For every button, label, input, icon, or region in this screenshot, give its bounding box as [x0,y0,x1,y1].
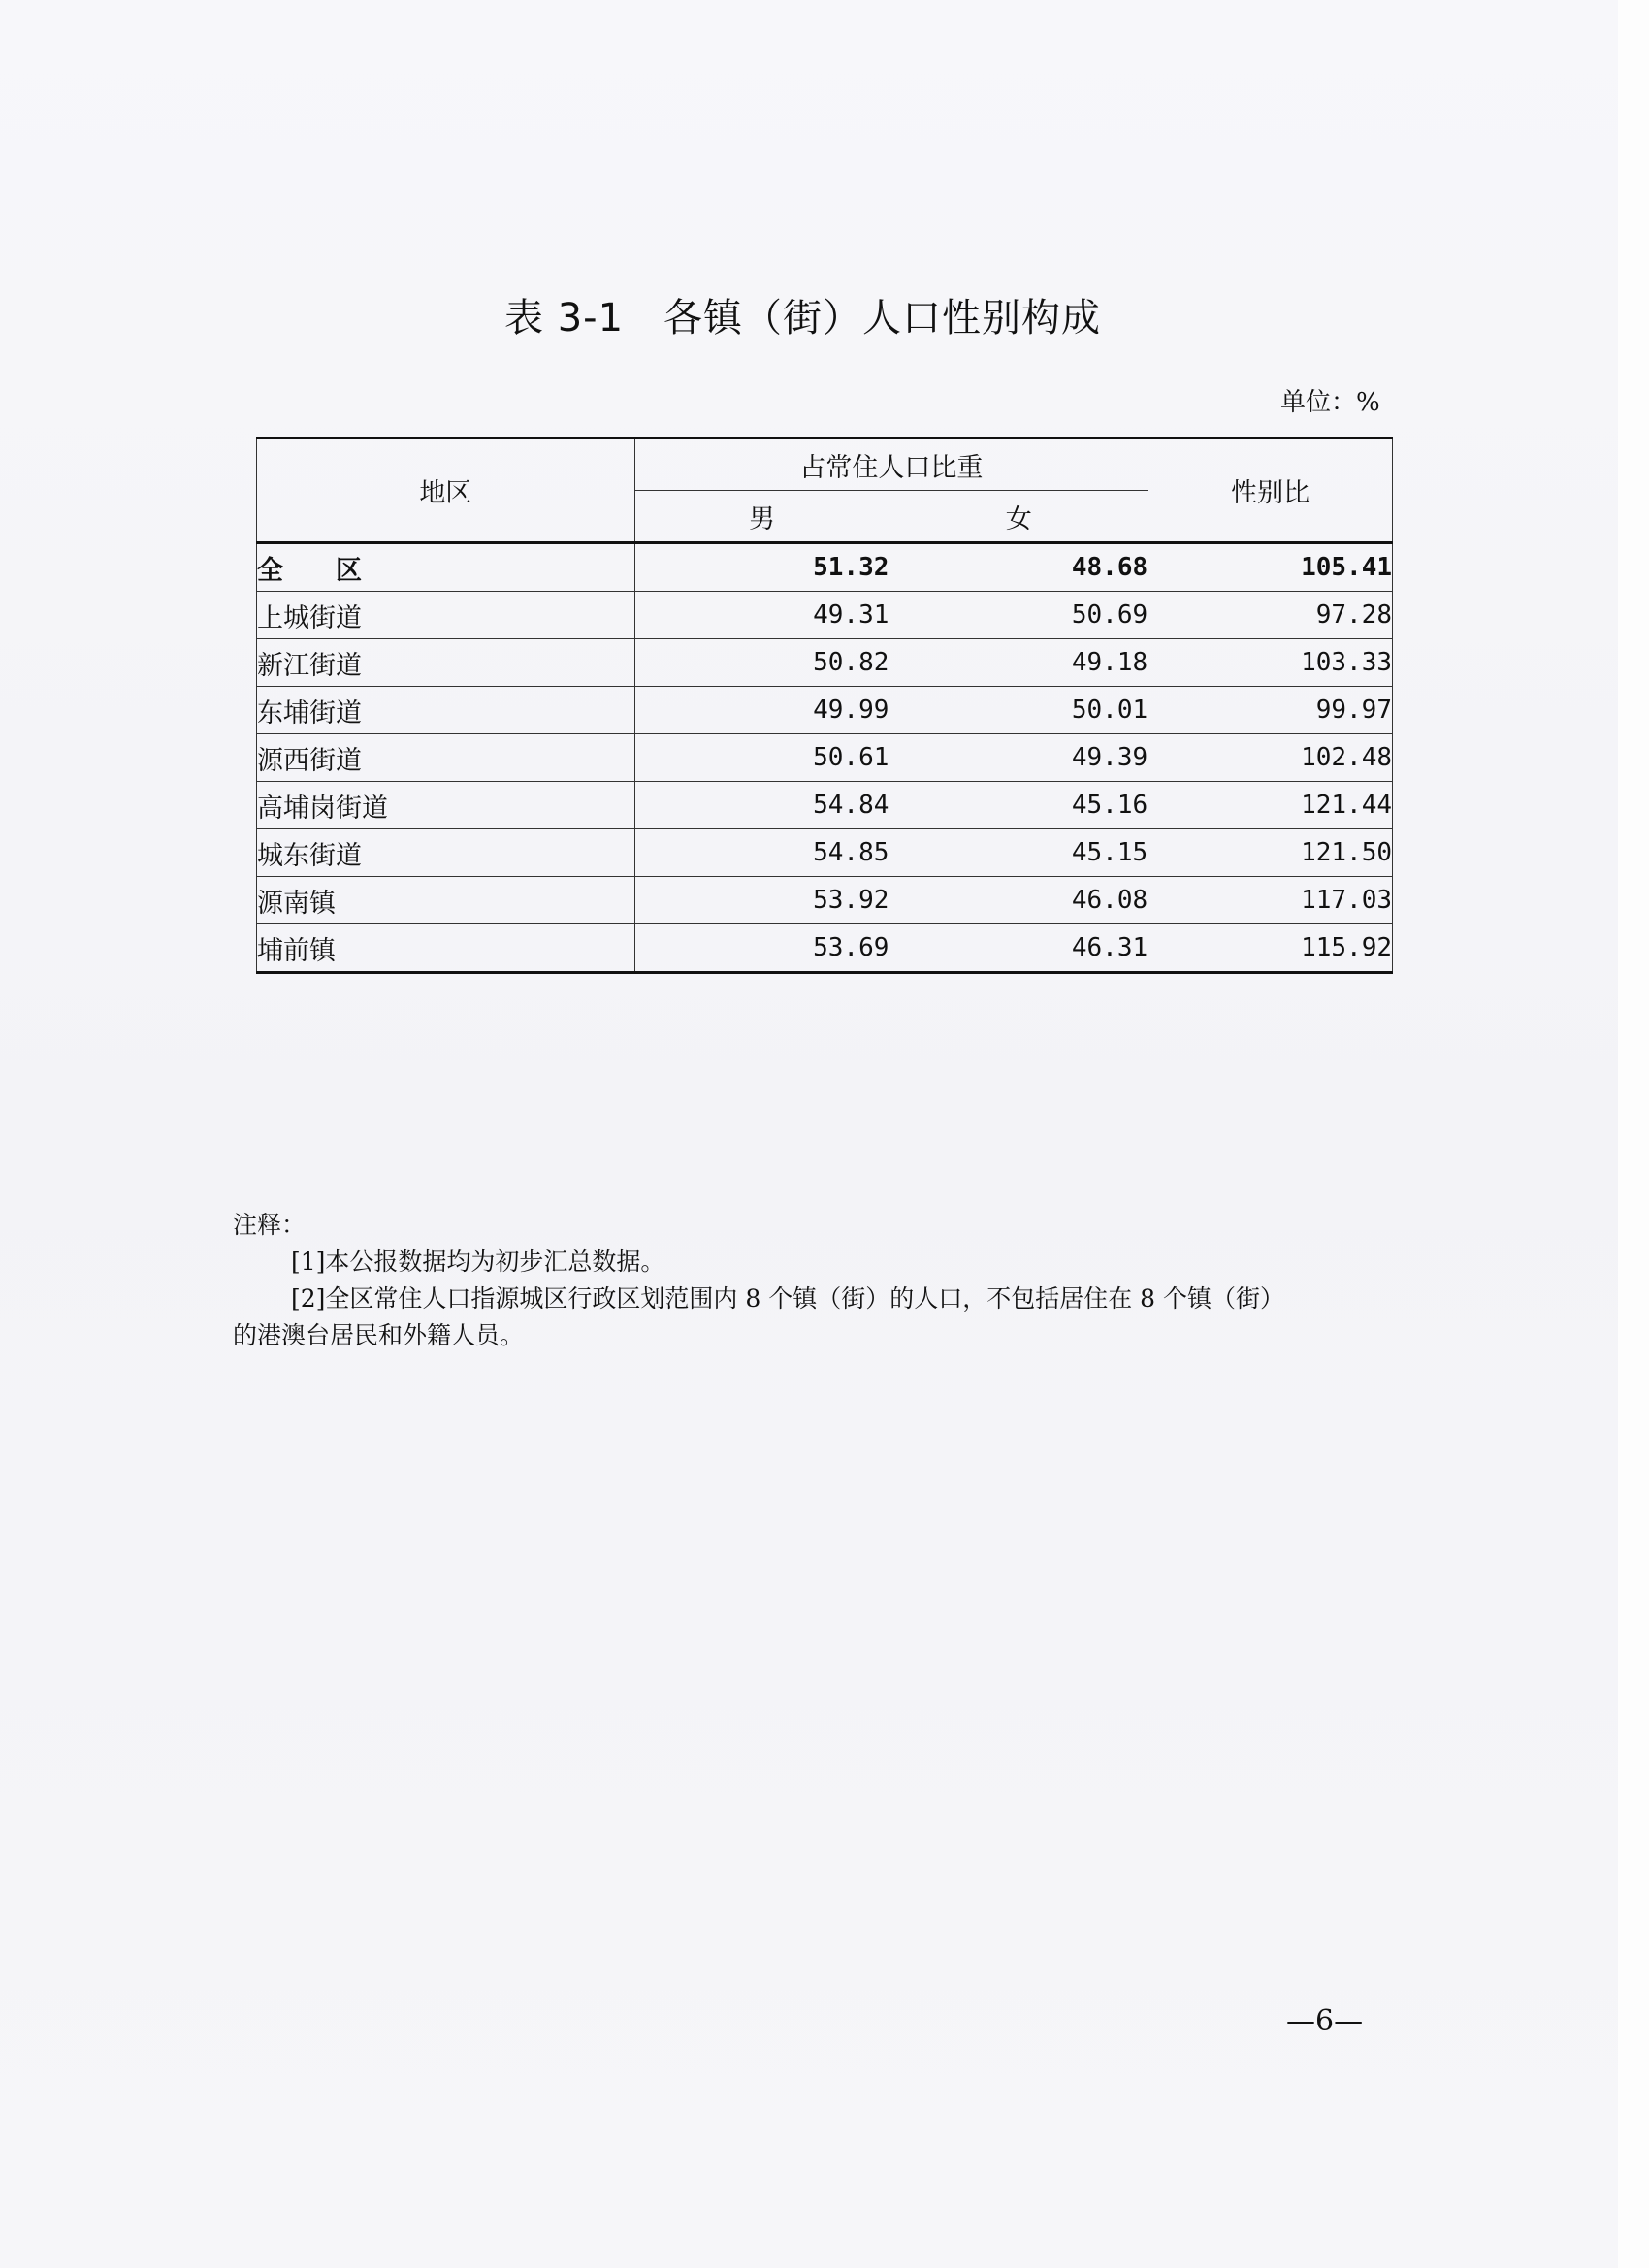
region-cell: 源西街道 [257,734,635,782]
ratio-cell: 103.33 [1148,639,1393,687]
scan-edge [1618,0,1649,2268]
ratio-cell: 97.28 [1148,592,1393,639]
table-row [257,877,1393,924]
male-cell: 49.31 [634,592,889,639]
notes-section [233,1207,1426,1354]
male-cell: 53.69 [634,924,889,973]
female-cell: 46.08 [889,877,1148,924]
region-cell: 城东街道 [257,829,635,877]
region-cell: 埔前镇 [257,924,635,973]
region-cell: 上城街道 [257,592,635,639]
table-row-total [257,543,1393,592]
ratio-cell: 121.50 [1148,829,1393,877]
header-male: 男 [634,491,889,543]
header-female: 女 [889,491,1148,543]
note-1: [1]本公报数据均为初步汇总数据。 [291,1247,665,1276]
female-cell: 46.31 [889,924,1148,973]
header-region: 地区 [257,438,635,543]
table-row [257,639,1393,687]
region-cell: 全 区 [257,543,635,592]
region-cell: 东埔街道 [257,687,635,734]
male-cell: 49.99 [634,687,889,734]
table-title: 表 3-1 各镇（街）人口性别构成 [504,296,1102,340]
table-row [257,592,1393,639]
table-row [257,687,1393,734]
note-2-continued: 的港澳台居民和外籍人员。 [233,1321,525,1349]
ratio-cell: 117.03 [1148,877,1393,924]
header-sex-ratio: 性别比 [1148,438,1393,543]
table-row [257,924,1393,973]
unit-label: 单位：% [1280,388,1380,417]
female-cell: 49.18 [889,639,1148,687]
table-row [257,734,1393,782]
female-cell: 50.01 [889,687,1148,734]
region-cell: 高埔岗街道 [257,782,635,829]
female-cell: 50.69 [889,592,1148,639]
ratio-cell: 102.48 [1148,734,1393,782]
page-number: —6— [1286,2004,1364,2038]
female-cell: 45.16 [889,782,1148,829]
ratio-cell: 105.41 [1148,543,1393,592]
ratio-cell: 121.44 [1148,782,1393,829]
male-cell: 50.82 [634,639,889,687]
male-cell: 53.92 [634,877,889,924]
table-row [257,782,1393,829]
female-cell: 48.68 [889,543,1148,592]
ratio-cell: 99.97 [1148,687,1393,734]
notes-heading: 注释： [233,1211,307,1239]
male-cell: 50.61 [634,734,889,782]
male-cell: 54.84 [634,782,889,829]
female-cell: 45.15 [889,829,1148,877]
header-share: 占常住人口比重 [634,438,1148,491]
region-cell: 源南镇 [257,877,635,924]
female-cell: 49.39 [889,734,1148,782]
region-cell: 新江街道 [257,639,635,687]
table-row [257,829,1393,877]
male-cell: 51.32 [634,543,889,592]
male-cell: 54.85 [634,829,889,877]
note-2: [2]全区常住人口指源城区行政区划范围内 8 个镇（街）的人口，不包括居住在 8 个镇（街） [291,1284,1285,1312]
ratio-cell: 115.92 [1148,924,1393,973]
sex-composition-table [256,437,1393,974]
